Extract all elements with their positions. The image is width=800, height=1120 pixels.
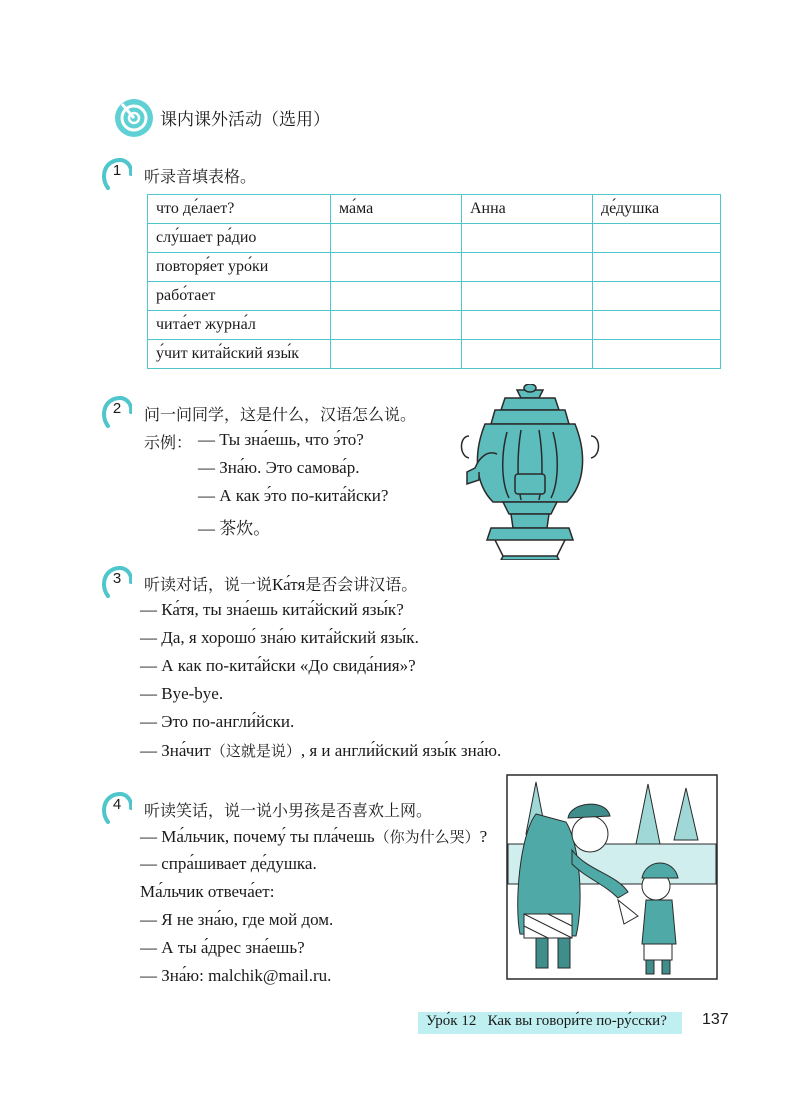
answer-cell[interactable] (462, 340, 593, 369)
joke-line: — Зна́ю: malchik@mail.ru. (140, 966, 332, 985)
dialogue-line: — Да, я хорошо́ зна́ю кита́йский язы́к. (140, 628, 419, 647)
dialogue-line: — Это по-англи́йски. (140, 712, 295, 731)
answer-cell[interactable] (462, 224, 593, 253)
answer-cell[interactable] (331, 253, 462, 282)
footer-lesson-text (426, 1013, 667, 1030)
table-row-label: рабо́тает (148, 282, 331, 311)
table-row (148, 311, 721, 340)
grandfather-boy-illustration (506, 774, 718, 980)
joke-line: — Я не зна́ю, где мой дом. (140, 910, 334, 929)
instruction-part: 听读对话，说一说 (144, 575, 273, 594)
exercise-number: 2 (112, 400, 122, 417)
instruction-part: 是否会讲汉语。 (305, 575, 418, 594)
answer-cell[interactable] (462, 253, 593, 282)
answer-cell[interactable] (331, 311, 462, 340)
exercise-2-instruction: 问一问同学，这是什么，汉语怎么说。 (144, 405, 417, 424)
translation-note: （你为什么哭） (374, 828, 480, 846)
activity-icon (112, 96, 158, 140)
answer-cell[interactable] (331, 282, 462, 311)
answer-cell[interactable] (462, 282, 593, 311)
table-row-label: чита́ет журна́л (148, 311, 331, 340)
exercise-4-instruction: 听读笑话，说一说小男孩是否喜欢上网。 (144, 801, 433, 820)
example-line: — Ты зна́ешь, что э́то? (198, 430, 364, 449)
table-row (148, 340, 721, 369)
table-header-cell: Анна (462, 195, 593, 224)
listening-table (147, 194, 721, 369)
lesson-number: Уро́к 12 (426, 1013, 477, 1029)
table-row (148, 224, 721, 253)
table-row (148, 253, 721, 282)
table-header-cell: де́душка (593, 195, 721, 224)
answer-cell[interactable] (331, 224, 462, 253)
footer-lesson-banner (418, 1012, 682, 1034)
line-part: — Зна́чит (140, 741, 211, 760)
exercise-number: 3 (112, 570, 122, 587)
lesson-title: Как вы говори́те по-ру́сски? (487, 1013, 667, 1029)
instruction-name: Ка́тя (272, 575, 306, 594)
line-part: ? (479, 827, 488, 846)
table-row (148, 282, 721, 311)
line-part: — Ма́льчик, почему́ ты пла́чешь (140, 827, 375, 846)
answer-cell[interactable] (593, 311, 721, 340)
exercise-4-badge (102, 792, 132, 826)
table-header-row (148, 195, 721, 224)
example-line: — Зна́ю. Это самова́р. (198, 458, 360, 477)
exercise-1-badge (102, 158, 132, 192)
translation-note: （这就是说） (210, 742, 301, 760)
exercise-2-badge (102, 396, 132, 430)
example-line: — А как э́то по-кита́йски? (198, 486, 389, 505)
line-part: , я и англи́йский язы́к зна́ю. (300, 741, 502, 760)
section-header (112, 96, 472, 140)
table-row-label: слу́шает ра́дио (148, 224, 331, 253)
joke-line (140, 826, 487, 847)
answer-cell[interactable] (593, 340, 721, 369)
page-number: 137 (702, 1011, 729, 1028)
exercise-number: 4 (112, 796, 122, 813)
exercise-3-instruction (144, 572, 417, 595)
exercise-1-instruction: 听录音填表格。 (144, 167, 257, 186)
section-title: 课内课外活动（选用） (160, 110, 330, 130)
exercise-number: 1 (112, 162, 122, 179)
exercise-3-badge (102, 566, 132, 600)
joke-line: — спра́шивает де́душка. (140, 854, 317, 873)
dialogue-line (140, 740, 501, 761)
example-line: — 茶炊。 (198, 519, 271, 538)
dialogue-line: — Bye-bye. (140, 684, 224, 703)
table-row-label: у́чит кита́йский язы́к (148, 340, 331, 369)
answer-cell[interactable] (593, 253, 721, 282)
joke-line: — А ты а́дрес зна́ешь? (140, 938, 305, 957)
table-row-label: повторя́ет уро́ки (148, 253, 331, 282)
table-header-cell: что де́лает? (148, 195, 331, 224)
answer-cell[interactable] (593, 282, 721, 311)
samovar-illustration (455, 384, 605, 560)
answer-cell[interactable] (593, 224, 721, 253)
answer-cell[interactable] (331, 340, 462, 369)
answer-cell[interactable] (462, 311, 593, 340)
dialogue-line: — Ка́тя, ты зна́ешь кита́йский язы́к? (140, 600, 404, 619)
table-header-cell: ма́ма (331, 195, 462, 224)
joke-line: Ма́льчик отвеча́ет: (140, 882, 275, 901)
example-label: 示例： (144, 433, 193, 452)
dialogue-line: — А как по-кита́йски «До свида́ния»? (140, 656, 416, 675)
